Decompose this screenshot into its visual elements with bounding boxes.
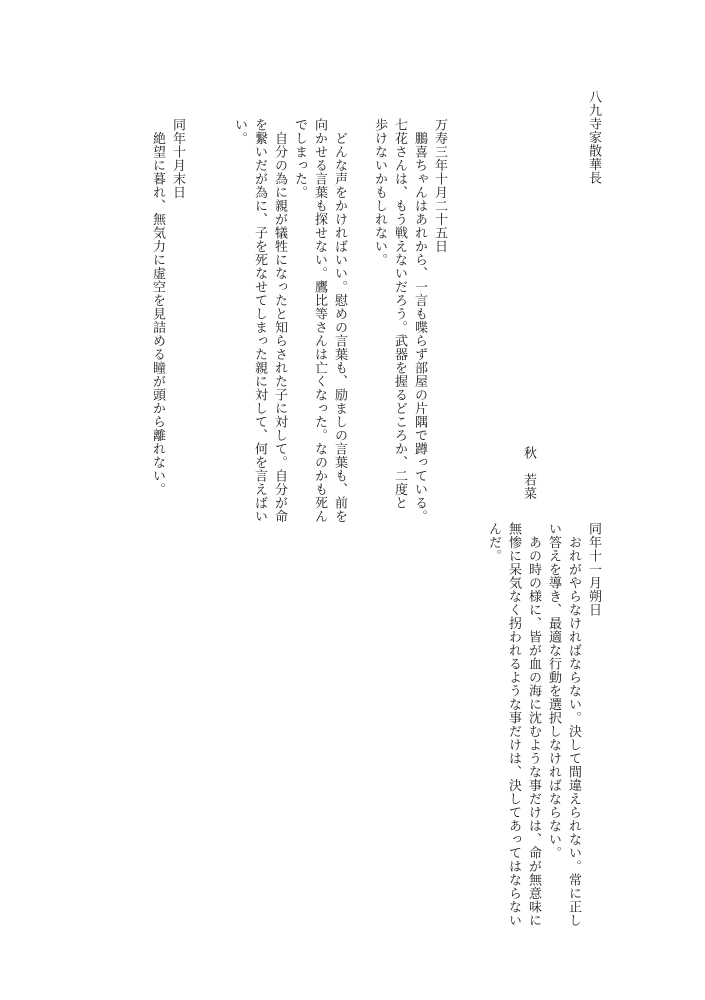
diary-date: 同年十月末日 [170,118,185,199]
text-line: 歩けないかもしれない。 [372,118,387,267]
text-line: どんな声をかければいい。慰めの言葉も、励ましの言葉も、前を [332,118,347,523]
text-line: 無惨に呆気なく拐われるような事だけは、決してあってはならない [506,522,521,927]
text-line: 自分の為に親が犠牲になったと知らされた子に対して。自分が命 [272,118,287,523]
text-line: んだ。 [486,522,501,563]
text-line: 絶望に暮れ、無気力に虚空を見詰める瞳が頭から離れない。 [150,118,165,496]
text-line: い答えを導き、最適な行動を選択しなければならない。 [546,522,561,860]
text-line: 七花さんは、もう戦えないだろう。武器を握るどころか、二度と [392,118,407,510]
text-line: あの時の様に、皆が血の海に沈むような事だけは、命が無意味に [526,522,541,927]
text-line: い。 [232,118,247,145]
diary-date: 万寿三年十月二十五日 [432,118,447,253]
text-line: おれがやらなければならない。決して間違えられない。常に正し [566,522,581,927]
diary-date: 同年十一月朔日 [586,522,601,617]
author-name: 秋 若菜 [521,446,536,500]
document-title: 八九寺家散華長 [586,90,601,185]
text-line: 向かせる言葉も探せない。鷹比等さんは亡くなった。なのかも死ん [312,118,327,523]
text-line: 鵬喜ちゃんはあれから、一言も喋らず部屋の片隅で蹲っている。 [412,118,427,523]
text-line: を繋いだが為に、子を死なせてしまった親に対して、何を言えばい [252,118,267,523]
text-line: でしまった。 [292,118,307,199]
